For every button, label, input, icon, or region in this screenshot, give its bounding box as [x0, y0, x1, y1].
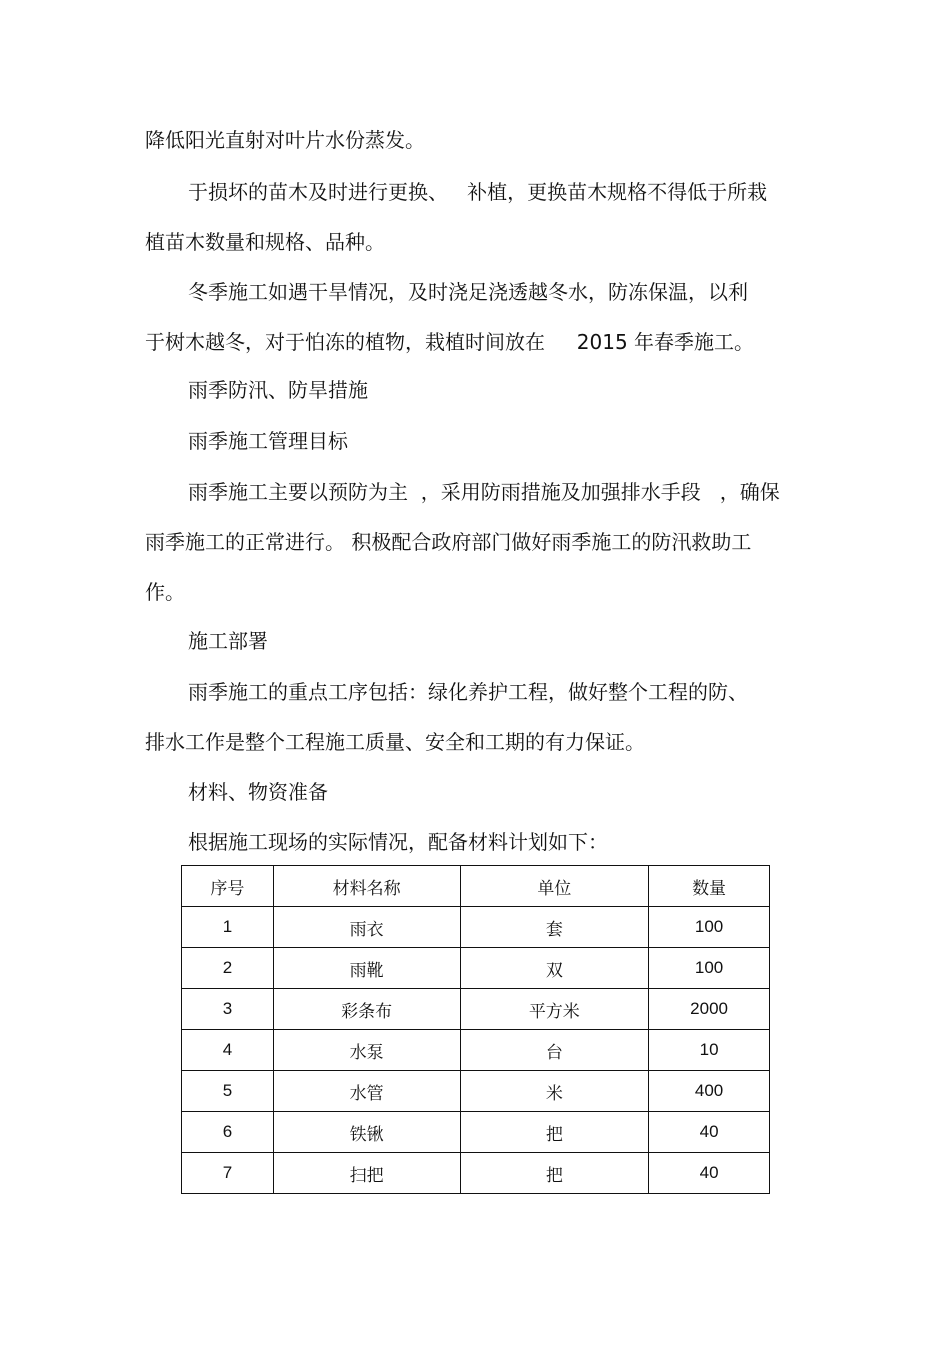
section-heading: 施工部署 [188, 629, 268, 653]
cell-index: 5 [182, 1071, 274, 1112]
cell-index: 4 [182, 1030, 274, 1071]
paragraph-line: 作。 [145, 580, 185, 604]
table-header-row [182, 866, 770, 907]
cell-quantity: 100 [649, 907, 770, 948]
cell-quantity: 100 [649, 948, 770, 989]
paragraph-line: 降低阳光直射对叶片水份蒸发。 [145, 128, 425, 152]
cell-index: 7 [182, 1153, 274, 1194]
header-cell-index: 序号 [182, 866, 274, 907]
table-row [182, 1153, 770, 1194]
cell-material: 雨衣 [273, 907, 460, 948]
paragraph-line: 排水工作是整个工程施工质量、安全和工期的有力保证。 [145, 730, 645, 754]
paragraph-line: 雨季施工的正常进行。 积极配合政府部门做好雨季施工的防汛救助工 [145, 530, 752, 554]
cell-material: 水泵 [273, 1030, 460, 1071]
materials-table [181, 865, 770, 1194]
table-row [182, 1112, 770, 1153]
table-row [182, 948, 770, 989]
cell-unit: 平方米 [460, 989, 649, 1030]
cell-unit: 套 [460, 907, 649, 948]
table-row [182, 907, 770, 948]
cell-unit: 把 [460, 1112, 649, 1153]
paragraph-line: 冬季施工如遇干旱情况，及时浇足浇透越冬水，防冻保温，以利 [188, 280, 748, 304]
table-row [182, 989, 770, 1030]
cell-quantity: 40 [649, 1112, 770, 1153]
table-row [182, 1071, 770, 1112]
cell-quantity: 400 [649, 1071, 770, 1112]
cell-unit: 把 [460, 1153, 649, 1194]
section-heading: 材料、物资准备 [188, 780, 328, 804]
cell-index: 1 [182, 907, 274, 948]
cell-unit: 台 [460, 1030, 649, 1071]
cell-index: 3 [182, 989, 274, 1030]
cell-material: 水管 [273, 1071, 460, 1112]
paragraph-line: 雨季施工的重点工序包括：绿化养护工程，做好整个工程的防、 [188, 680, 748, 704]
section-heading: 雨季防汛、防旱措施 [188, 378, 368, 402]
cell-unit: 米 [460, 1071, 649, 1112]
header-cell-material: 材料名称 [273, 866, 460, 907]
paragraph-line: 于树木越冬，对于怕冻的植物，栽植时间放在 2015 年春季施工。 [145, 330, 755, 354]
cell-quantity: 40 [649, 1153, 770, 1194]
cell-material: 彩条布 [273, 989, 460, 1030]
header-cell-unit: 单位 [460, 866, 649, 907]
header-cell-quantity: 数量 [649, 866, 770, 907]
cell-material: 雨靴 [273, 948, 460, 989]
paragraph-line: 根据施工现场的实际情况，配备材料计划如下： [188, 830, 608, 854]
cell-index: 2 [182, 948, 274, 989]
cell-material: 扫把 [273, 1153, 460, 1194]
cell-unit: 双 [460, 948, 649, 989]
cell-quantity: 10 [649, 1030, 770, 1071]
paragraph-line: 雨季施工主要以预防为主 ，采用防雨措施及加强排水手段 ，确保 [188, 480, 780, 504]
cell-index: 6 [182, 1112, 274, 1153]
cell-material: 铁锹 [273, 1112, 460, 1153]
table-row [182, 1030, 770, 1071]
paragraph-line: 植苗木数量和规格、品种。 [145, 230, 385, 254]
section-heading: 雨季施工管理目标 [188, 429, 348, 453]
paragraph-line: 于损坏的苗木及时进行更换、 补植，更换苗木规格不得低于所栽 [188, 180, 768, 204]
cell-quantity: 2000 [649, 989, 770, 1030]
